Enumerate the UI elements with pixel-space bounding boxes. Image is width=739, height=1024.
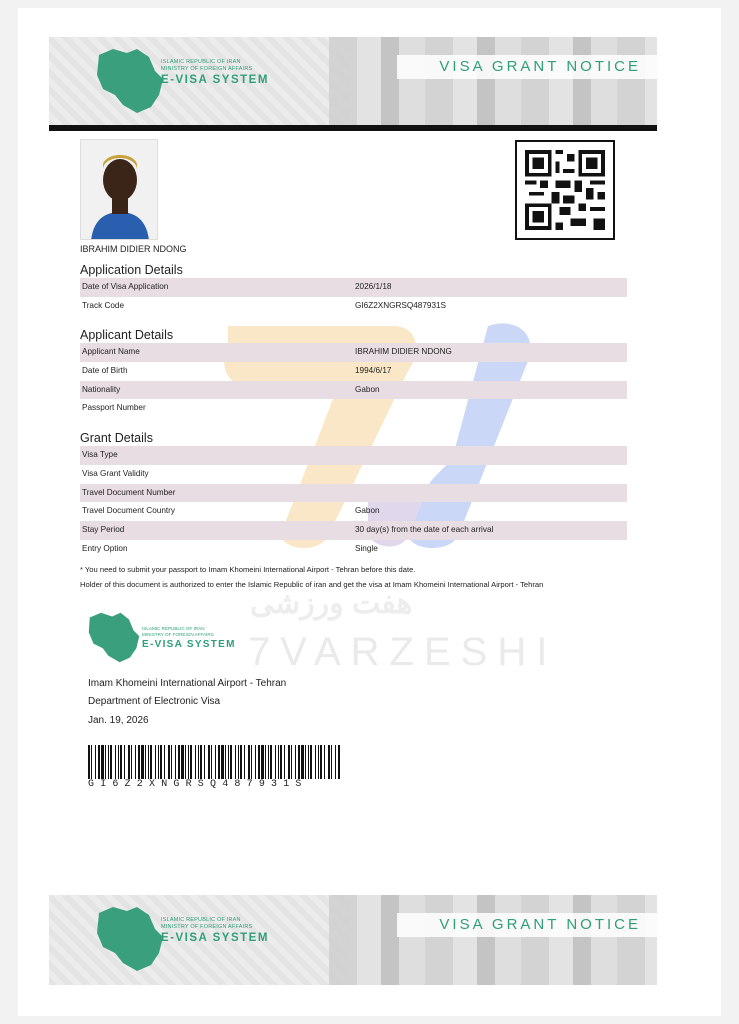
row-value: 1994/6/17 bbox=[355, 365, 392, 375]
section-title-applicant: Applicant Details bbox=[80, 328, 174, 342]
logo-org bbox=[142, 626, 214, 638]
notice-title: VISA GRANT NOTICE bbox=[397, 913, 657, 937]
banner-photos bbox=[329, 37, 657, 127]
row-value: GI6Z2XNGRSQ487931S bbox=[355, 300, 447, 310]
row-value: 30 day(s) from the date of each arrival bbox=[355, 525, 494, 535]
table-row bbox=[80, 362, 627, 381]
watermark-latin: 7VARZESHI bbox=[248, 630, 558, 674]
holder-note: Holder of this document is authorized to enter the Islamic Republic of iran and get the visa at Imam Khomeini International Airport - Tehran bbox=[80, 580, 544, 589]
system-title: E-VISA SYSTEM bbox=[142, 639, 236, 650]
issue-date: Jan. 19, 2026 bbox=[88, 715, 149, 726]
table-row bbox=[80, 446, 627, 465]
org-line-1: ISLAMIC REPUBLIC OF IRAN bbox=[161, 917, 241, 923]
row-label: Entry Option bbox=[82, 543, 128, 553]
department-text: Department of Electronic Visa bbox=[88, 696, 221, 707]
section-title-grant: Grant Details bbox=[80, 431, 153, 445]
row-label: Applicant Name bbox=[82, 347, 140, 356]
table-row bbox=[80, 381, 627, 400]
barcode-icon bbox=[88, 745, 340, 779]
table-row bbox=[80, 502, 627, 521]
row-label: Nationality bbox=[82, 384, 121, 394]
org-line-2: MINISTRY OF FOREIGN AFFAIRS bbox=[161, 924, 253, 930]
table-row bbox=[80, 484, 627, 503]
row-value: Gabon bbox=[355, 384, 380, 394]
iran-map-icon bbox=[86, 610, 142, 666]
iran-map-icon bbox=[93, 903, 167, 975]
table-row bbox=[80, 521, 627, 540]
applicant-photo bbox=[80, 139, 158, 240]
row-value: Gabon bbox=[355, 506, 380, 516]
row-value: IBRAHIM DIDIER NDONG bbox=[355, 347, 452, 356]
notice-title: VISA GRANT NOTICE bbox=[397, 55, 657, 79]
section-title-application: Application Details bbox=[80, 263, 183, 277]
row-value: 2026/1/18 bbox=[355, 282, 392, 291]
row-label: Track Code bbox=[82, 300, 125, 310]
watermark-persian: هفت ورزشی bbox=[250, 587, 413, 620]
row-label: Stay Period bbox=[82, 525, 125, 535]
row-label: Date of Visa Application bbox=[82, 282, 169, 291]
grant-details-table bbox=[80, 446, 627, 559]
system-title: E-VISA SYSTEM bbox=[161, 932, 269, 944]
banner-org bbox=[161, 917, 252, 931]
header-banner bbox=[49, 37, 657, 127]
banner-photos bbox=[329, 895, 657, 985]
table-row bbox=[80, 278, 627, 297]
system-title: E-VISA SYSTEM bbox=[161, 74, 269, 86]
qr-code-icon bbox=[515, 140, 615, 240]
row-value: Single bbox=[355, 543, 378, 553]
row-label: Date of Birth bbox=[82, 365, 128, 375]
footer-banner bbox=[49, 895, 657, 985]
org-line-1: ISLAMIC REPUBLIC OF IRAN bbox=[142, 626, 205, 631]
barcode-text: GI6Z2XNGRSQ487931S bbox=[88, 779, 308, 790]
org-line-1: ISLAMIC REPUBLIC OF IRAN bbox=[161, 59, 241, 65]
visa-document bbox=[18, 8, 721, 1016]
applicant-details-table bbox=[80, 343, 627, 418]
row-label: Travel Document Country bbox=[82, 506, 175, 516]
row-label: Visa Grant Validity bbox=[82, 468, 149, 478]
passport-note: * You need to submit your passport to Imam Khomeini International Airport - Tehran before this date. bbox=[80, 565, 416, 574]
table-row bbox=[80, 399, 627, 418]
airport-text: Imam Khomeini International Airport - Tehran bbox=[88, 678, 287, 689]
applicant-name-caption: IBRAHIM DIDIER NDONG bbox=[80, 244, 187, 254]
table-row bbox=[80, 540, 627, 559]
banner-org bbox=[161, 59, 252, 73]
iran-map-icon bbox=[93, 45, 167, 117]
org-line-2: MINISTRY OF FOREIGN AFFAIRS bbox=[161, 66, 253, 72]
header-divider bbox=[49, 125, 657, 131]
table-row bbox=[80, 465, 627, 484]
evisa-logo bbox=[86, 606, 256, 670]
row-label: Travel Document Number bbox=[82, 487, 176, 497]
row-label: Passport Number bbox=[82, 403, 146, 413]
table-row bbox=[80, 343, 627, 362]
row-label: Visa Type bbox=[82, 450, 118, 459]
org-line-2: MINISTRY OF FOREIGN AFFAIRS bbox=[142, 632, 214, 637]
